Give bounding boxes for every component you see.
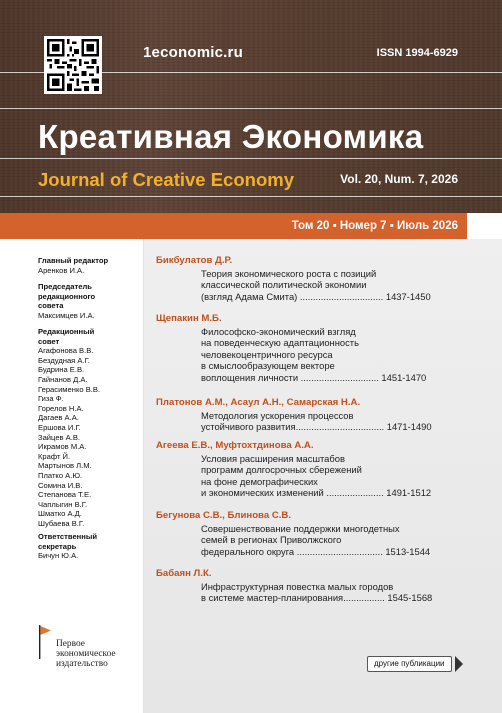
council-member: Платко А.Ю.: [38, 470, 83, 480]
council-chair-block: [38, 282, 95, 320]
council-member: Зайцев А.В.: [38, 432, 81, 442]
article-title-line: Философско-экономический взгляд: [201, 326, 356, 337]
journal-subtitle: Journal of Creative Economy: [38, 169, 294, 190]
secretary-block: [38, 532, 97, 561]
council-member: Икрамов М.А.: [38, 442, 87, 452]
heading-line: совета: [38, 301, 64, 311]
council-member: Бездудная А.Г.: [38, 355, 90, 365]
article-title-line: Методология ускорения процессов: [201, 410, 354, 421]
article-title-line: семей в регионах Приволжского: [201, 534, 342, 546]
heading-line: Председатель: [38, 282, 92, 291]
council-member: Герасименко В.В.: [38, 384, 101, 394]
council-member: Степанова Т.Е.: [38, 490, 92, 500]
article-title-line: Инфраструктурная повестка малых городов: [201, 581, 394, 592]
article-title-line: (взгляд Адама Смита) ................................ 1437-1450: [201, 290, 431, 302]
article-title-line: на фоне демографических: [201, 475, 318, 487]
article-title[interactable]: [201, 268, 466, 302]
article-entry[interactable]: [156, 510, 466, 557]
article-authors[interactable]: Бикбулатов Д.Р.: [156, 255, 233, 266]
article-title-line: воплощения личности .............................. 1451-1470: [201, 371, 427, 383]
article-title-line: и экономических изменений ...................... 1491-1512: [201, 487, 432, 499]
article-entry[interactable]: [156, 440, 466, 499]
article-entry[interactable]: [156, 397, 466, 433]
council-chair-name: Максимцев И.А.: [38, 310, 95, 320]
article-title-line: Теория экономического роста с позиций: [201, 268, 377, 279]
article-title-line: устойчивого развития.................................. 1471-1490: [201, 421, 432, 433]
council-heading: [38, 327, 100, 346]
chief-editor-heading: Главный редактор: [38, 256, 109, 265]
article-title-line: классической политической экономии: [201, 279, 367, 291]
council-member: Ершова И.Г.: [38, 422, 81, 432]
chief-editor-block: [38, 256, 108, 275]
issn-label: ISSN 1994-6929: [376, 47, 458, 59]
article-title-line: в смыслообразующем векторе: [201, 360, 335, 372]
flag-icon: [38, 625, 52, 659]
journal-title: Креативная Экономика: [38, 118, 424, 155]
volume-label: Vol. 20, Num. 7, 2026: [340, 172, 458, 186]
article-entry[interactable]: [156, 313, 466, 383]
article-entry[interactable]: [156, 568, 466, 604]
council-member: Агафонова В.В.: [38, 346, 94, 356]
secretary-heading: [38, 532, 97, 551]
council-member: Горелов Н.А.: [38, 403, 84, 413]
council-member: Крафт Й.: [38, 451, 71, 461]
header-divider: [0, 158, 502, 159]
article-authors[interactable]: Бабаян Л.К.: [156, 568, 212, 579]
council-block: [38, 327, 100, 528]
publisher-line: Первое: [56, 639, 85, 649]
chief-editor-name: Аренков И.А.: [38, 265, 85, 275]
article-title-line: на поведенческую адаптационность: [201, 337, 359, 349]
council-member: Гайнанов Д.А.: [38, 374, 88, 384]
article-title[interactable]: [201, 453, 466, 499]
publisher-line: экономическое: [56, 649, 116, 659]
council-member: Гиза Ф.: [38, 394, 64, 404]
article-title[interactable]: [201, 326, 466, 383]
header-divider: [0, 108, 502, 109]
council-member: Шубаева В.Г.: [38, 518, 85, 528]
council-chair-heading: [38, 282, 95, 311]
article-title[interactable]: [201, 523, 466, 557]
council-member: Будрина Е.В.: [38, 365, 85, 375]
publisher-name: [56, 639, 116, 669]
heading-line: редакционного: [38, 291, 96, 301]
article-authors[interactable]: Платонов А.М., Асаул А.Н., Самарская Н.А.: [156, 397, 361, 408]
qr-code-icon[interactable]: [44, 36, 102, 94]
article-title-line: Совершенствование поддержки многодетных: [201, 523, 400, 534]
article-title-line: в системе мастер-планирования................ 1545-1568: [201, 592, 433, 604]
heading-line: Ответственный: [38, 532, 97, 541]
heading-line: секретарь: [38, 541, 77, 551]
publisher-line: издательство: [56, 659, 108, 669]
council-member: Чаплыгин В.Г.: [38, 499, 88, 509]
article-title[interactable]: [201, 410, 466, 433]
heading-line: совет: [38, 336, 60, 346]
issue-label: Том 20 ▪ Номер 7 ▪ Июль 2026: [291, 220, 458, 232]
council-members-list: [38, 346, 100, 528]
site-link[interactable]: 1economic.ru: [143, 44, 243, 61]
article-title[interactable]: [201, 581, 466, 604]
article-title-line: человекоцентричного ресурса: [201, 348, 333, 360]
article-title-line: программ долгосрочных сбережений: [201, 464, 362, 476]
article-title-line: Условия расширения масштабов: [201, 453, 345, 464]
council-member: Шматко А.Д.: [38, 509, 82, 519]
council-member: Сомина И.В.: [38, 480, 83, 490]
article-title-line: федерального округа ................................. 1513-1544: [201, 545, 431, 557]
council-member: Мартынов Л.М.: [38, 461, 92, 471]
article-authors[interactable]: Щепакин М.Б.: [156, 313, 222, 324]
article-entry[interactable]: [156, 255, 466, 302]
arrow-right-icon: [455, 656, 463, 672]
more-publications-button[interactable]: другие публикации: [367, 656, 452, 672]
heading-line: Редакционный: [38, 327, 95, 336]
header-divider: [0, 196, 502, 197]
article-authors[interactable]: Бегунова С.В., Блинова С.В.: [156, 510, 292, 521]
council-member: Дагаев А.А.: [38, 413, 79, 423]
article-authors[interactable]: Агеева Е.В., Муфтохтдинова А.А.: [156, 440, 314, 451]
secretary-name: Бичун Ю.А.: [38, 551, 79, 561]
